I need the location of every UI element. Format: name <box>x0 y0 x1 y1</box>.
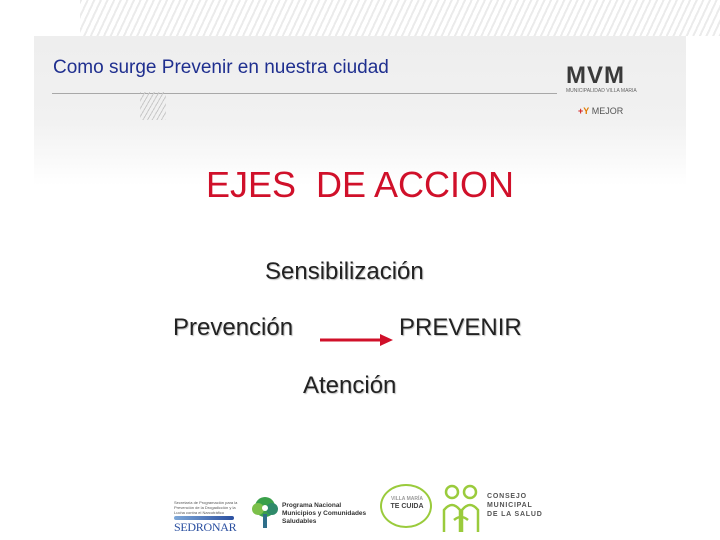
tree-icon <box>250 496 280 530</box>
sedronar-small-text: Secretaría de Programación para la Prevención de la Drogadicción y la Lucha contra el Narcotráfico <box>174 500 238 515</box>
consejo-text <box>487 492 543 519</box>
tagline-rest: MEJOR <box>591 106 624 116</box>
villa-maria-te-cuida-logo <box>378 482 434 526</box>
consejo-line3: DE LA SALUD <box>487 511 543 518</box>
tagline-plus: + <box>578 106 584 116</box>
programa-text <box>282 502 382 526</box>
programa-logo <box>250 496 380 540</box>
consejo-line1: CONSEJO <box>487 493 527 500</box>
main-title: EJES DE ACCION <box>205 164 515 205</box>
people-icon <box>440 482 484 534</box>
municipality-logo-subtitle: MUNICIPALIDAD VILLA MARIA <box>566 88 637 94</box>
right-margin <box>686 36 720 540</box>
villa-maria-line1: VILLA MARÍA <box>390 496 424 502</box>
consejo-line2: MUNICIPAL <box>487 502 533 509</box>
municipality-logo-tagline <box>578 106 623 116</box>
header-divider <box>52 93 557 94</box>
programa-line1: Programa Nacional <box>282 502 342 509</box>
sedronar-logo <box>172 500 244 538</box>
item-atencion: Atención <box>303 372 397 399</box>
programa-line2: Municipios y Comunidades <box>282 510 367 517</box>
municipality-logo <box>566 62 648 122</box>
header-title: Como surge Prevenir en nuestra ciudad <box>53 57 389 78</box>
consejo-logo <box>440 482 550 538</box>
programa-line3: Saludables <box>282 518 317 525</box>
municipality-logo-mark: MVM <box>566 62 625 89</box>
tagline-y: Y <box>583 106 590 116</box>
item-sensibilizacion: Sensibilización <box>265 258 424 285</box>
left-margin <box>0 36 34 540</box>
decorative-hatch <box>140 92 166 120</box>
footer-logos <box>0 470 720 540</box>
item-prevenir: PREVENIR <box>399 314 522 341</box>
villa-maria-line2: TE CUIDA <box>390 503 424 510</box>
right-arrow-icon <box>318 332 394 348</box>
item-prevencion: Prevención <box>173 314 294 341</box>
decorative-stripes <box>80 0 720 38</box>
sedronar-name: SEDRONAR <box>174 520 237 534</box>
